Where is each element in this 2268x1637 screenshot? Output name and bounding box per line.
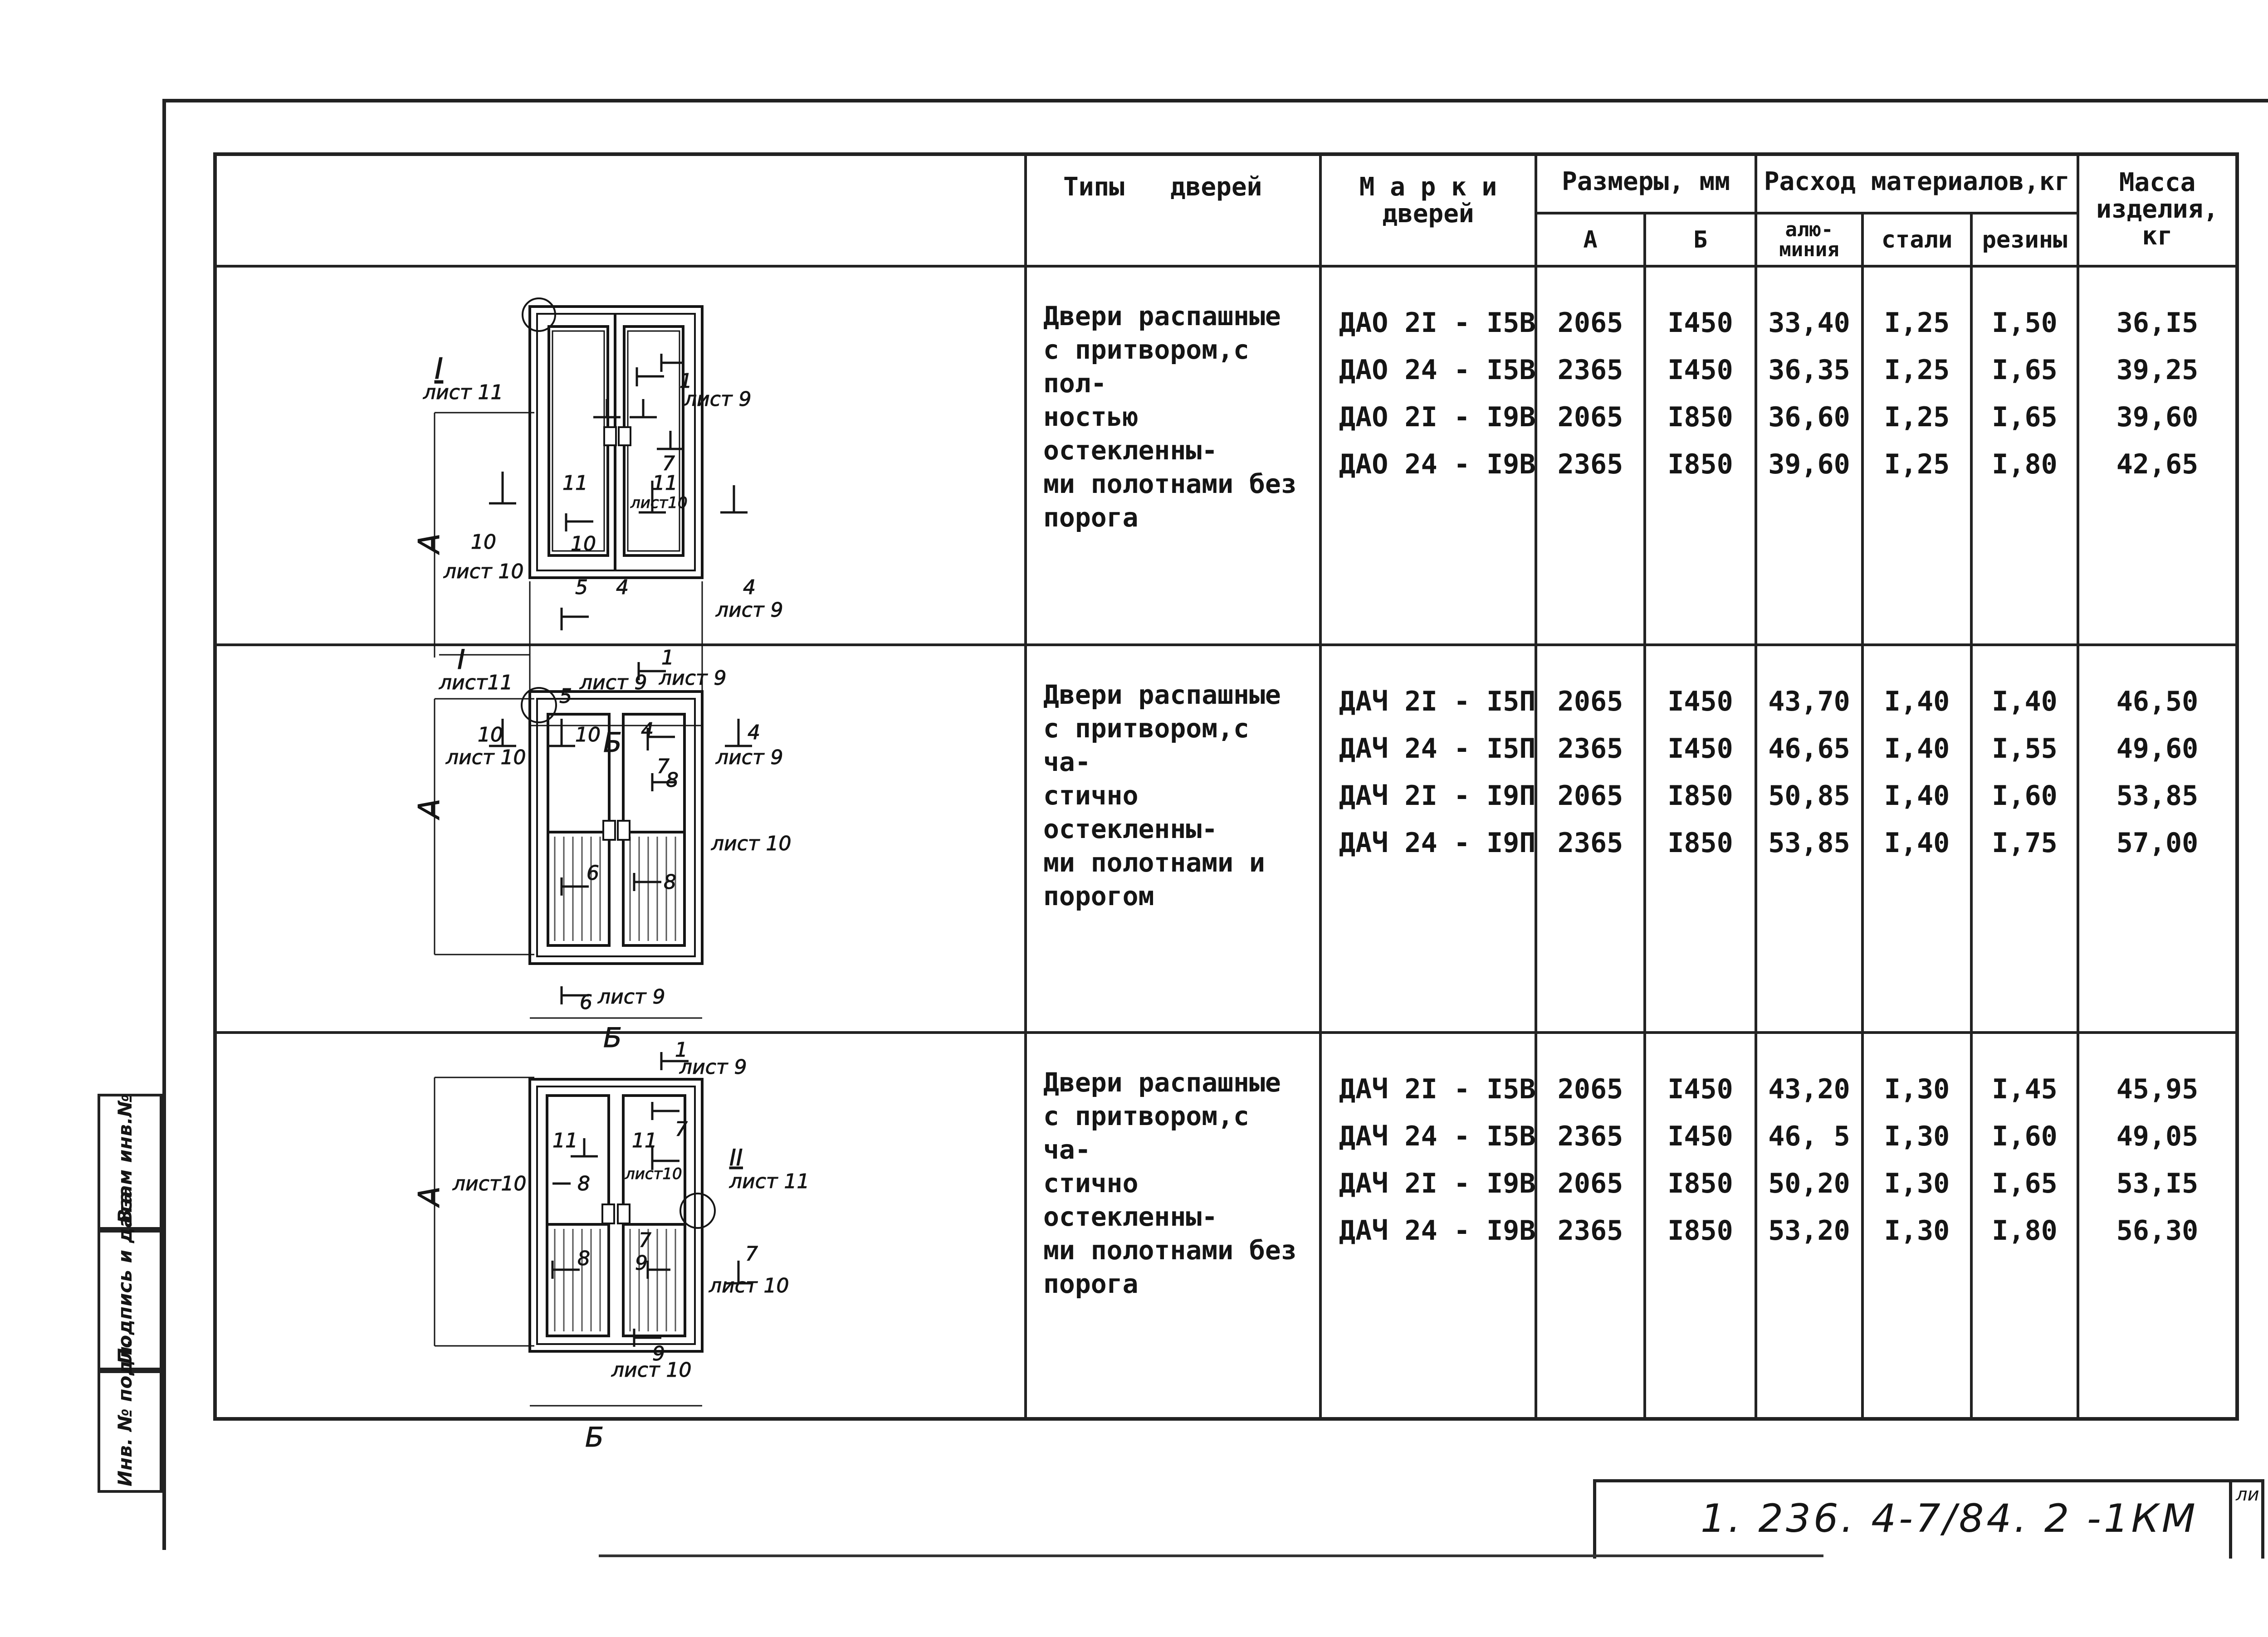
steel-value: I,25	[1884, 401, 1950, 433]
mass-value: 57,00	[2116, 827, 2199, 859]
size-a-value: 2365	[1557, 733, 1623, 765]
size-a-col-3	[1536, 1033, 1645, 1419]
steel-value: I,30	[1884, 1168, 1950, 1199]
svg-text:лист 9: лист 9	[684, 388, 752, 411]
svg-text:4: 4	[641, 719, 654, 742]
rubber-value: I,60	[1992, 1121, 2058, 1152]
marks-col-1	[1320, 266, 1536, 645]
svg-text:6: 6	[580, 991, 592, 1014]
door-type-desc-2: Двери распашные с притвором,с ча- стично остекленны- ми полотнами и порогом	[1026, 645, 1320, 1033]
mass-value: 36,I5	[2116, 307, 2199, 339]
svg-text:10: 10	[571, 532, 596, 555]
table-row	[215, 1033, 2237, 1419]
svg-text:Б: Б	[603, 727, 622, 759]
aluminium-value: 53,85	[1768, 827, 1850, 859]
size-b-value: I450	[1667, 354, 1733, 386]
svg-text:лист 9: лист 9	[598, 985, 665, 1009]
mass-value: 42,65	[2116, 448, 2199, 480]
door-sketch-2	[215, 644, 1026, 1054]
sheet-cell	[2229, 1482, 2262, 1559]
svg-text:лист10: лист10	[625, 1165, 682, 1183]
side-label-replace-inv: Взам инв.№	[114, 1094, 136, 1223]
rubber-value: I,65	[1992, 401, 2058, 433]
steel-col-3	[1862, 1033, 1971, 1419]
rubber-value: I,40	[1992, 686, 2058, 717]
size-b-value: I850	[1667, 401, 1733, 433]
svg-text:А: А	[413, 799, 446, 818]
size-b-value: I450	[1667, 686, 1733, 717]
mass-col-3	[2078, 1033, 2237, 1419]
svg-text:II: II	[729, 1145, 743, 1171]
size-a-value: 2065	[1557, 780, 1623, 812]
aluminium-value: 46,65	[1768, 733, 1850, 765]
size-b-value: I850	[1667, 827, 1733, 859]
door-mark: ДАЧ 24 - I9В	[1339, 1215, 1536, 1247]
door-mark: ДАЧ 24 - I5П	[1339, 733, 1536, 765]
header-sizes: Размеры, мм	[1536, 154, 1756, 213]
aluminium-value: 53,20	[1768, 1215, 1850, 1247]
svg-text:лист 9: лист 9	[659, 667, 727, 690]
side-cell-inv	[98, 1339, 162, 1493]
steel-value: I,40	[1884, 686, 1950, 717]
drawing-code: 1. 236. 4-7/84. 2 -1КМ	[1701, 1496, 2198, 1541]
table-row	[215, 266, 2237, 645]
side-label-inv: Инв. № подл.	[114, 1339, 136, 1486]
table-row	[215, 645, 2237, 1033]
rubber-value: I,65	[1992, 1168, 2058, 1199]
size-b-value: I450	[1667, 1073, 1733, 1105]
rubber-value: I,75	[1992, 827, 2058, 859]
svg-text:1: 1	[679, 370, 692, 393]
mass-value: 53,85	[2116, 780, 2199, 812]
mass-value: 53,I5	[2116, 1168, 2199, 1199]
svg-text:7: 7	[657, 755, 670, 778]
svg-text:5: 5	[575, 576, 588, 599]
mass-value: 46,50	[2116, 686, 2199, 717]
steel-value: I,30	[1884, 1215, 1950, 1247]
size-a-value: 2065	[1557, 307, 1623, 339]
rubber-value: I,50	[1992, 307, 2058, 339]
svg-text:7: 7	[675, 1118, 688, 1141]
door-mark: ДАЧ 2I - I9В	[1339, 1168, 1536, 1199]
aluminium-value: 50,85	[1768, 780, 1850, 812]
door-type-desc-1: Двери распашные с притвором,с пол- ностью остекленны- ми полотнами без порога	[1026, 266, 1320, 645]
svg-text:5: 5	[559, 685, 572, 708]
header-mass: Масса изделия, кг	[2078, 154, 2237, 266]
svg-text:7: 7	[662, 452, 675, 475]
side-title-strip	[98, 1094, 162, 1538]
size-b-value: I450	[1667, 307, 1733, 339]
mass-value: 39,60	[2116, 401, 2199, 433]
svg-text:А: А	[413, 533, 446, 553]
mass-col-1	[2078, 266, 2237, 645]
sketch-header-cell	[215, 154, 1026, 266]
aluminium-col-3	[1756, 1033, 1862, 1419]
svg-text:7: 7	[745, 1242, 758, 1266]
door-spec-table	[213, 152, 2239, 1453]
aluminium-value: 43,70	[1768, 686, 1850, 717]
door-mark: ДАЧ 24 - I5В	[1339, 1121, 1536, 1152]
aluminium-col-2	[1756, 645, 1862, 1033]
door-mark: ДАЧ 2I - I5В	[1339, 1073, 1536, 1105]
sheet-label: ли	[2236, 1484, 2259, 1505]
rubber-col-1	[1971, 266, 2078, 645]
rubber-value: I,55	[1992, 733, 2058, 765]
svg-text:I: I	[457, 644, 465, 676]
rubber-value: I,65	[1992, 354, 2058, 386]
size-a-value: 2365	[1557, 448, 1623, 480]
aluminium-col-1	[1756, 266, 1862, 645]
aluminium-value: 46, 5	[1768, 1121, 1850, 1152]
aluminium-value: 39,60	[1768, 448, 1850, 480]
mass-value: 45,95	[2116, 1073, 2199, 1105]
size-b-value: I850	[1667, 1168, 1733, 1199]
svg-text:лист 11: лист 11	[423, 381, 503, 404]
svg-text:I: I	[435, 352, 443, 386]
svg-text:А: А	[413, 1186, 446, 1206]
steel-value: I,25	[1884, 354, 1950, 386]
svg-text:лист 9: лист 9	[716, 599, 783, 622]
size-b-value: I850	[1667, 1215, 1733, 1247]
size-a-value: 2365	[1557, 1121, 1623, 1152]
rubber-value: I,45	[1992, 1073, 2058, 1105]
rubber-value: I,80	[1992, 1215, 2058, 1247]
steel-value: I,25	[1884, 448, 1950, 480]
svg-text:лист 9: лист 9	[679, 1056, 747, 1079]
aluminium-value: 36,35	[1768, 354, 1850, 386]
header-rubber: резины	[1971, 213, 2078, 266]
svg-text:8: 8	[577, 1172, 590, 1195]
door-mark: ДАО 24 - I5В	[1339, 354, 1536, 386]
side-label-signature: Подпись и дата	[114, 1191, 136, 1364]
svg-text:Б: Б	[603, 1022, 622, 1054]
aluminium-value: 36,60	[1768, 401, 1850, 433]
steel-value: I,25	[1884, 307, 1950, 339]
size-a-col-2	[1536, 645, 1645, 1033]
steel-col-2	[1862, 645, 1971, 1033]
svg-text:4: 4	[748, 721, 760, 744]
svg-text:10: 10	[478, 723, 503, 746]
size-a-value: 2065	[1557, 1168, 1623, 1199]
size-a-value: 2065	[1557, 1073, 1623, 1105]
rubber-col-3	[1971, 1033, 2078, 1419]
size-b-col-2	[1645, 645, 1756, 1033]
svg-text:лист10: лист10	[631, 494, 688, 512]
svg-text:10: 10	[575, 723, 601, 746]
steel-col-1	[1862, 266, 1971, 645]
mass-value: 56,30	[2116, 1215, 2199, 1247]
door-type-desc-3: Двери распашные с притвором,с ча- стично остекленны- ми полотнами без порога	[1026, 1033, 1320, 1419]
size-a-col-1	[1536, 266, 1645, 645]
size-a-value: 2365	[1557, 354, 1623, 386]
mass-value: 49,05	[2116, 1121, 2199, 1152]
svg-text:лист 10: лист 10	[444, 560, 524, 583]
aluminium-value: 50,20	[1768, 1168, 1850, 1199]
svg-text:4: 4	[743, 576, 756, 599]
svg-text:8: 8	[664, 871, 676, 894]
header-steel: стали	[1862, 213, 1971, 266]
size-b-col-3	[1645, 1033, 1756, 1419]
svg-text:лист10: лист10	[453, 1172, 527, 1195]
svg-text:лист 10: лист 10	[711, 832, 792, 855]
header-aluminium: алю- миния	[1756, 213, 1862, 266]
svg-text:8: 8	[577, 1247, 590, 1270]
door-mark: ДАО 2I - I5В	[1339, 307, 1536, 339]
steel-value: I,30	[1884, 1073, 1950, 1105]
svg-text:11: 11	[552, 1129, 578, 1152]
size-a-value: 2365	[1557, 827, 1623, 859]
size-b-value: I450	[1667, 733, 1733, 765]
size-b-value: I450	[1667, 1121, 1733, 1152]
svg-text:лист 11: лист 11	[729, 1170, 810, 1193]
svg-text:9: 9	[635, 1252, 648, 1275]
marks-col-2	[1320, 645, 1536, 1033]
door-mark: ДАО 24 - I9В	[1339, 448, 1536, 480]
mass-col-2	[2078, 645, 2237, 1033]
rubber-value: I,60	[1992, 780, 2058, 812]
svg-text:4: 4	[616, 576, 629, 599]
mass-value: 39,25	[2116, 354, 2199, 386]
svg-text:8: 8	[666, 769, 679, 792]
size-a-value: 2065	[1557, 401, 1623, 433]
mass-value: 49,60	[2116, 733, 2199, 765]
svg-text:лист11: лист11	[439, 671, 513, 694]
svg-text:лист 10: лист 10	[446, 746, 526, 769]
rubber-col-2	[1971, 645, 2078, 1033]
svg-text:6: 6	[587, 862, 599, 885]
svg-text:11: 11	[632, 1129, 657, 1152]
svg-text:1: 1	[661, 646, 674, 669]
steel-value: I,40	[1884, 780, 1950, 812]
svg-text:лист 10: лист 10	[611, 1359, 692, 1382]
aluminium-value: 33,40	[1768, 307, 1850, 339]
size-a-value: 2365	[1557, 1215, 1623, 1247]
size-a-value: 2065	[1557, 686, 1623, 717]
aluminium-value: 43,20	[1768, 1073, 1850, 1105]
header-size-b: Б	[1645, 213, 1756, 266]
svg-text:9: 9	[652, 1342, 665, 1365]
svg-text:лист 9: лист 9	[580, 671, 647, 694]
size-b-value: I850	[1667, 448, 1733, 480]
title-block-stamp	[1593, 1479, 2264, 1559]
svg-text:Б: Б	[585, 1422, 604, 1453]
bottom-rule	[599, 1554, 1823, 1557]
svg-text:1: 1	[675, 1038, 688, 1062]
header-marks: М а р к и дверей	[1320, 154, 1536, 266]
steel-value: I,30	[1884, 1121, 1950, 1152]
header-types: Типы дверей	[1026, 154, 1320, 266]
svg-text:лист 9: лист 9	[716, 746, 783, 769]
rubber-value: I,80	[1992, 448, 2058, 480]
door-mark: ДАЧ 2I - I5П	[1339, 686, 1536, 717]
door-sketch-3	[215, 1033, 1026, 1453]
svg-text:11: 11	[652, 472, 678, 495]
door-sketch-1	[215, 266, 1026, 759]
svg-text:лист 10: лист 10	[709, 1274, 789, 1297]
steel-value: I,40	[1884, 827, 1950, 859]
marks-col-3	[1320, 1033, 1536, 1419]
door-mark: ДАО 2I - I9В	[1339, 401, 1536, 433]
svg-text:11: 11	[562, 472, 588, 495]
door-mark: ДАЧ 24 - I9П	[1339, 827, 1536, 859]
svg-text:10: 10	[471, 531, 496, 554]
header-size-a: А	[1536, 213, 1645, 266]
steel-value: I,40	[1884, 733, 1950, 765]
size-b-value: I850	[1667, 780, 1733, 812]
svg-text:7: 7	[639, 1229, 651, 1252]
door-mark: ДАЧ 2I - I9П	[1339, 780, 1536, 812]
size-b-col-1	[1645, 266, 1756, 645]
header-materials: Расход материалов,кг	[1756, 154, 2078, 213]
